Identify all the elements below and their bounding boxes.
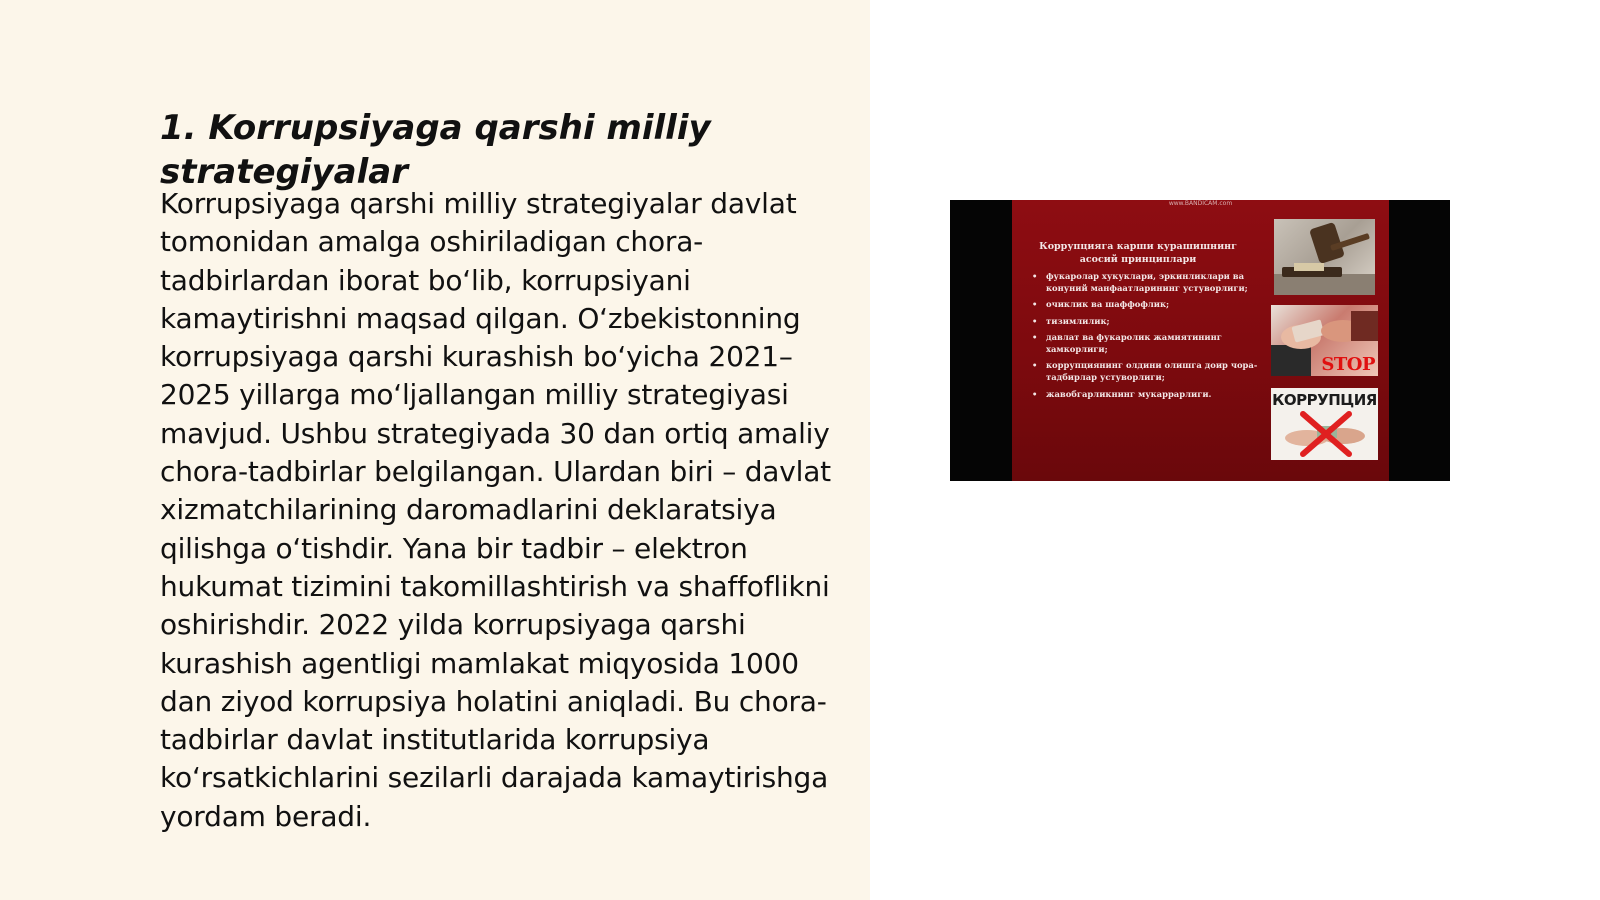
anti-corruption-principles-image (950, 200, 1450, 481)
image-list-item: • тизимлилик; (1032, 315, 1262, 327)
stop-bribe-photo (1271, 305, 1378, 376)
slide-title: 1. Korrupsiyaga qarshi milliy strategiyalar (160, 108, 711, 192)
image-list-item: • давлат ва фукаролик жамиятининг хамкорлиги; (1032, 331, 1262, 355)
korrupsiya-label: КОРРУПЦИЯ (1272, 391, 1377, 409)
slide-body-text: Korrupsiyaga qarshi milliy strategiyalar davlat tomonidan amalga oshiriladigan chora-tadbirlardan iborat bo‘lib, korrupsiyani kamaytirishni maqsad qilgan. O‘zbekistonning korrupsiyaga qarshi kurashish bo‘yicha 2021–2025 yillarga mo‘ljallangan milliy strategiyasi mavjud. Ushbu strategiyada 30 dan ortiq amaliy chora-tadbirlar belgilangan. Ulardan biri – davlat xizmatchilarining daromadlarini deklaratsiya qilishga o‘tishdir. Yana bir tadbir – elektron hukumat tizimini takomillashtirish va shaffoflikni oshirishdir. 2022 yilda korrupsiyaga qarshi kurashish agentligi mamlakat miqyosida 1000 dan ziyod korrupsiya holatini aniqladi. Bu chora-tadbirlar davlat institutlarida korrupsiya ko‘rsatkichlarini sezilarli darajada kamaytirishga yordam beradi. (160, 187, 831, 833)
image-list-item: • жавобгарликнинг мукаррарлиги. (1032, 388, 1262, 400)
korrupsiya-photo (1271, 388, 1378, 460)
image-heading: Коррупцияга карши курашишнинг асосий принциплари (1039, 241, 1237, 265)
image-watermark: www.BANDICAM.com (1168, 200, 1233, 207)
image-slide-content (1012, 200, 1389, 481)
image-list-item: • фукаролар хукуклари, эркинликлари ва конуний манфаатларининг устуворлиги; (1032, 270, 1262, 294)
gavel-photo (1274, 219, 1375, 295)
image-principles-list (1032, 270, 1262, 404)
stop-label: STOP (1321, 354, 1375, 375)
gavel-icon (1274, 219, 1375, 295)
image-list-item: • очиклик ва шаффофлик; (1032, 298, 1262, 310)
image-list-item: • коррупциянинг олдини олишга доир чора-тадбирлар устуворлиги; (1032, 359, 1262, 383)
